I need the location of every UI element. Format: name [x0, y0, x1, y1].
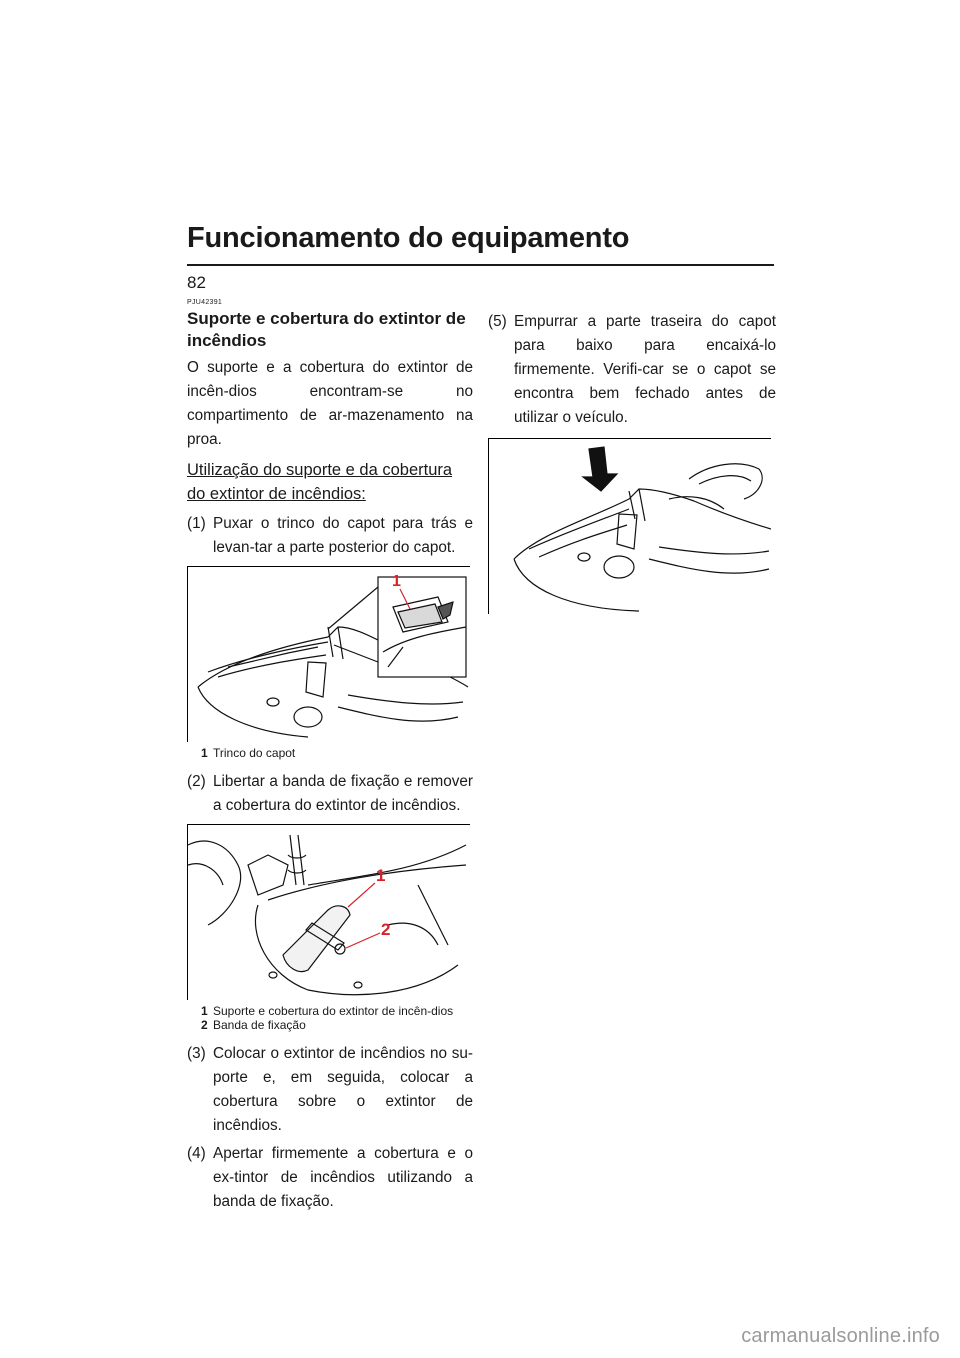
step-number: (1) [187, 515, 206, 532]
caption-item [201, 1004, 473, 1018]
figure1-caption [201, 746, 473, 760]
step-text: Apertar firmemente a cobertura e o ex-tintor de incêndios utilizando a banda de fixação. [213, 1145, 473, 1210]
step-1 [187, 512, 473, 560]
step-text: Libertar a banda de fixação e remover a cobertura do extintor de incêndios. [213, 773, 473, 814]
step-number: (4) [187, 1145, 206, 1162]
figure-hood-latch [187, 566, 470, 742]
page-number: 82 [187, 273, 206, 292]
caption-number: 1 [201, 746, 208, 760]
caption-item [201, 1018, 473, 1032]
step-3 [187, 1042, 473, 1138]
extinguisher-holder-illustration [188, 825, 470, 1000]
step-4 [187, 1142, 473, 1214]
figure-extinguisher-holder [187, 824, 470, 1000]
figure1-callout: 1 [392, 573, 401, 590]
spacer [488, 273, 776, 310]
step-text: Empurrar a parte traseira do capot para baixo para encaixá-lo firmemente. Verifi-car se o capot se encontra bem fechado antes de utilizar o veículo. [514, 313, 776, 426]
step-number: (5) [488, 313, 507, 330]
figure2-callout-2: 2 [381, 920, 391, 939]
right-column [488, 273, 776, 614]
section-title: Suporte e cobertura do extintor de incêndios [187, 309, 466, 350]
close-hood-illustration [489, 439, 771, 614]
caption-text: Suporte e cobertura do extintor de incên-dios [213, 1004, 454, 1018]
hood-latch-illustration [188, 567, 470, 742]
caption-text: Trinco do capot [213, 746, 296, 760]
figure-close-hood [488, 438, 771, 614]
section-intro: O suporte e a cobertura do extintor de incên-dios encontram-se no compartimento de ar-mazenamento na proa. [187, 359, 473, 448]
caption-number: 1 [201, 1004, 208, 1018]
caption-text: Banda de fixação [213, 1018, 306, 1032]
left-column [187, 273, 473, 1218]
step-number: (2) [187, 773, 206, 790]
caption-item [201, 746, 473, 760]
figure2-callout-1: 1 [376, 866, 386, 885]
figure2-caption [201, 1004, 473, 1032]
step-number: (3) [187, 1045, 206, 1062]
header-rule [187, 264, 774, 266]
step-text: Colocar o extintor de incêndios no su-porte e, em seguida, colocar a cobertura sobre o extintor de incêndios. [213, 1045, 473, 1134]
step-2 [187, 770, 473, 818]
step-5 [488, 310, 776, 430]
caption-number: 2 [201, 1018, 208, 1032]
watermark: carmanualsonline.info [741, 1325, 940, 1347]
page-title: Funcionamento do equipamento [187, 222, 630, 254]
step-text: Puxar o trinco do capot para trás e levan-tar a parte posterior do capot. [213, 515, 473, 556]
section-code: PJU42391 [187, 299, 223, 306]
subheading: Utilização do suporte e da cobertura do extintor de incêndios: [187, 461, 453, 503]
